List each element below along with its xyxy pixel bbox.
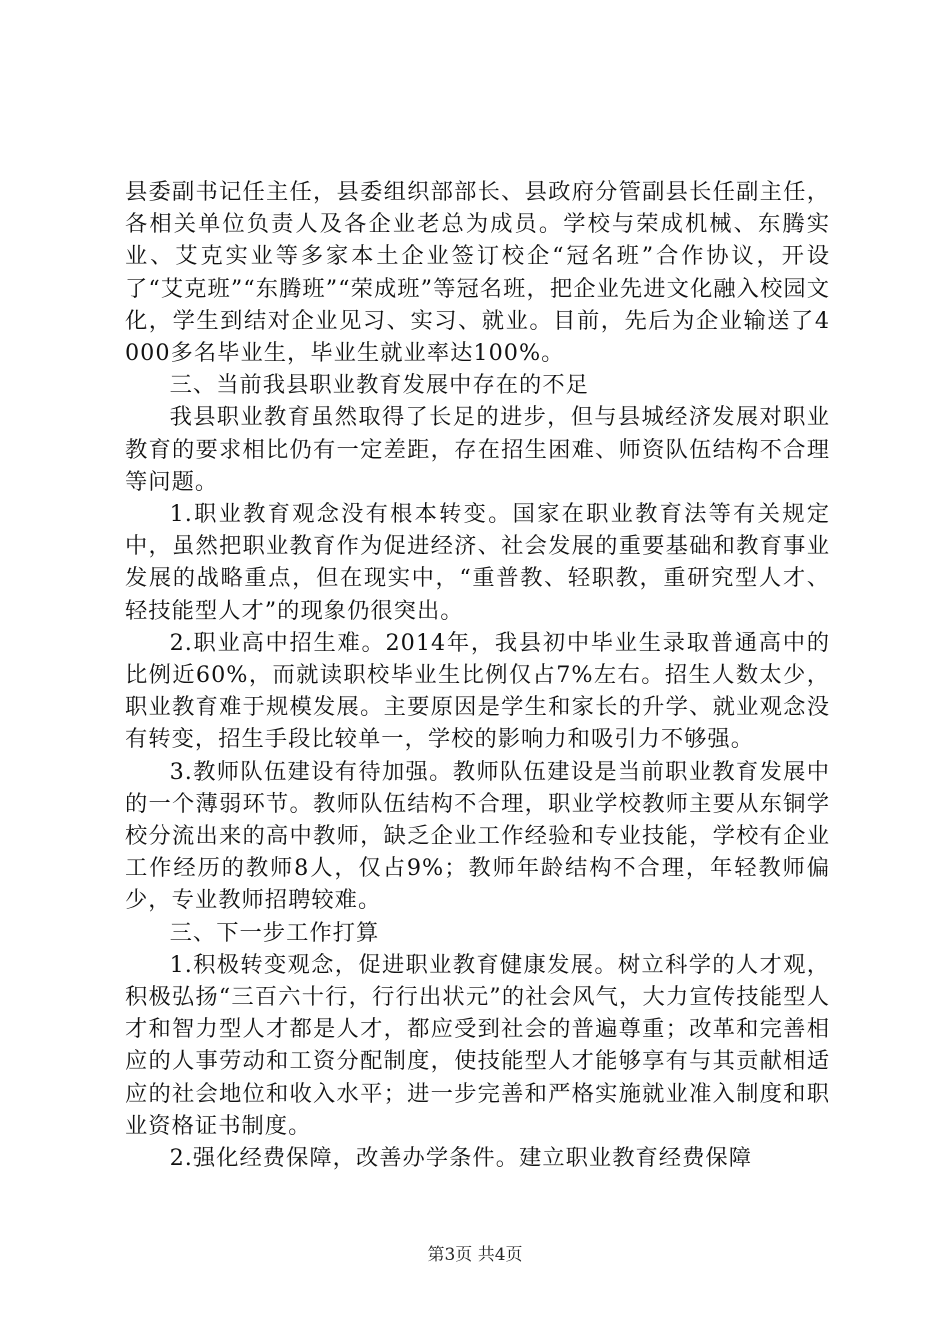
paragraph-item-3: 3.教师队伍建设有待加强。教师队伍建设是当前职业教育发展中的一个薄弱环节。教师队伍结构不合理，职业学校教师主要从东铜学校分流出来的高中教师，缺乏企业工作经验和专业技能，学校有企业工作经历的教师8人，仅占9%；教师年龄结构不合理，年轻教师偏少，专业教师招聘较难。 [125, 758, 830, 914]
section-heading-shortcomings: 三、当前我县职业教育发展中存在的不足 [169, 372, 589, 399]
paragraph-item-1: 1.职业教育观念没有根本转变。国家在职业教育法等有关规定中，虽然把职业教育作为促进经济、社会发展的重要基础和教育事业发展的战略重点，但在现实中，“重普教、轻职教，重研究型人才、轻技能型人才”的现象仍很突出。 [125, 501, 830, 624]
document-body [125, 176, 830, 1174]
paragraph-plan-2: 2.强化经费保障，改善办学条件。建立职业教育经费保障 [169, 1145, 752, 1172]
paragraph-item-2: 2.职业高中招生难。2014年，我县初中毕业生录取普通高中的比例近60%，而就读职校毕业生比例仅占7%左右。招生人数太少，职业教育难于规模发展。主要原因是学生和家长的升学、就业观念没有转变，招生手段比较单一，学校的影响力和吸引力不够强。 [125, 629, 830, 753]
paragraph-plan-1: 1.积极转变观念，促进职业教育健康发展。树立科学的人才观，积极弘扬“三百六十行，行行出状元”的社会风气，大力宣传技能型人才和智力型人才都是人才，都应受到社会的普遍尊重；改革和完善相应的人事劳动和工资分配制度，使技能型人才能够享有与其贡献相适应的社会地位和收入水平；进一步完善和严格实施就业准入制度和职业资格证书制度。 [125, 951, 830, 1139]
paragraph-overview: 我县职业教育虽然取得了长足的进步，但与县城经济发展对职业教育的要求相比仍有一定差距，存在招生困难、师资队伍结构不合理等问题。 [125, 404, 830, 495]
section-heading-next-steps: 三、下一步工作打算 [169, 919, 380, 946]
page-footer: 第3页 共4页 [427, 1245, 523, 1265]
paragraph-continuation: 县委副书记任主任，县委组织部部长、县政府分管副县长任副主任，各相关单位负责人及各企业老总为成员。学校与荣成机械、东腾实业、艾克实业等多家本土企业签订校企“冠名班”合作协议，开设了“艾克班”“东腾班”“荣成班”等冠名班，把企业先进文化融入校园文化，学生到结对企业见习、实习、就业。目前，先后为企业输送了4000多名毕业生，毕业生就业率达100%。 [125, 179, 830, 367]
